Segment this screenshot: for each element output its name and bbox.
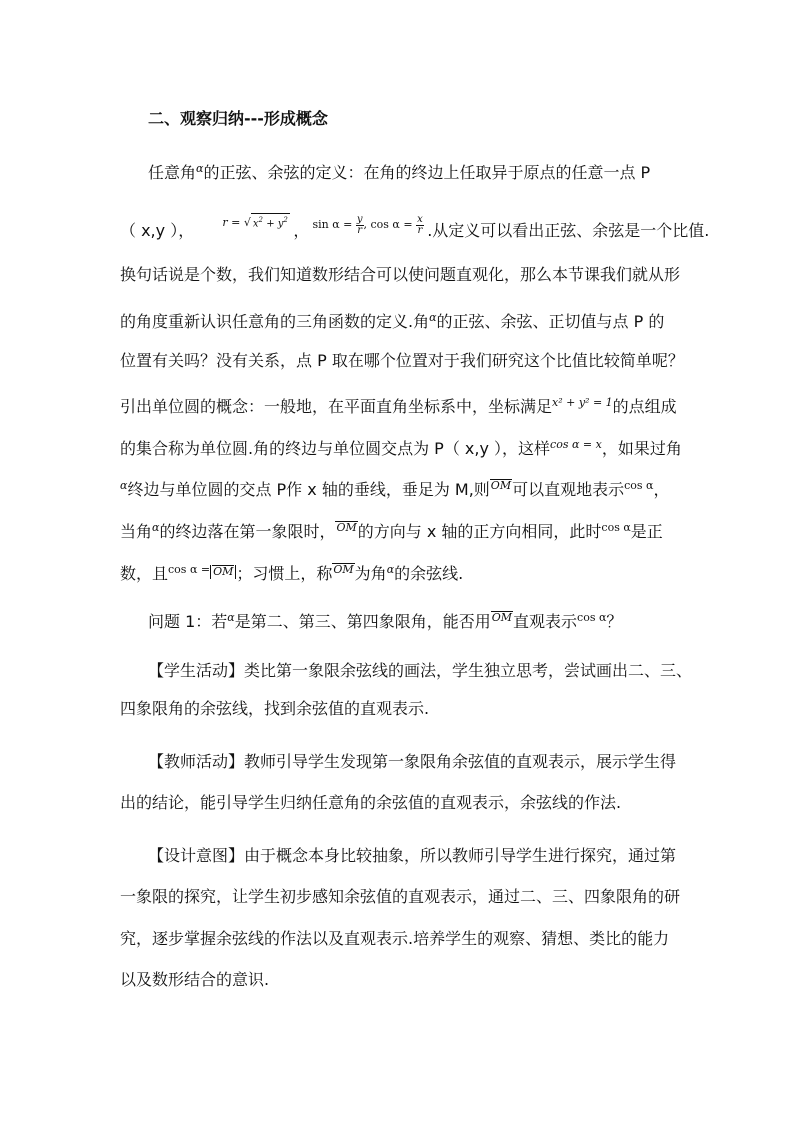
text-span: 问题 1：若 <box>148 612 228 631</box>
paragraph-line <box>120 517 663 543</box>
text-span: 是第二、第三、第四象限角，能否用 <box>234 612 491 631</box>
text-span: 为角 <box>354 564 387 583</box>
text-span: .从定义可以看出正弦、余弦是一个比值. <box>427 221 710 240</box>
sin-cos-formula <box>312 213 427 236</box>
paragraph-line <box>148 158 650 184</box>
text-span: 引出单位圆的概念：一般地，在平面直角坐标系中，坐标满足 <box>120 397 553 416</box>
text-span: （ x,y ）， <box>120 221 195 240</box>
vector-om: OM <box>490 479 512 492</box>
student-activity-line: 【学生活动】类比第一象限余弦线的画法，学生独立思考，尝试画出二、三、 <box>148 661 693 680</box>
question-line <box>148 607 622 633</box>
math-cos-alpha: cos α <box>601 521 631 534</box>
fraction <box>416 215 424 236</box>
math-alpha: α <box>196 162 204 175</box>
text-span: ？ <box>606 612 623 631</box>
sqrt-radicand: $x^2 + y^2$ <box>251 213 290 230</box>
text-span: ，如果过角 <box>601 439 682 458</box>
math-alpha: α <box>152 521 160 534</box>
paragraph-line <box>120 559 463 585</box>
text-span: 任意角 <box>148 163 197 182</box>
math-cos-alpha: cos α <box>577 611 607 624</box>
math-text: sin α = <box>312 218 353 231</box>
text-span: 的集合称为单位圆.角的终边与单位圆交点为 P（ x,y ），这样 <box>120 439 551 458</box>
text-span: ；习惯上，称 <box>236 564 333 583</box>
paragraph-line: 位置有关吗？没有关系，点 P 取在哪个位置对于我们研究这个比值比较简单呢？ <box>120 351 684 370</box>
teacher-activity-line: 【教师活动】教师引导学生发现第一象限角余弦值的直观表示，展示学生得 <box>148 752 677 771</box>
math-cos-alpha: cos α <box>624 479 654 492</box>
math-text: + y <box>266 218 284 229</box>
paragraph-line <box>120 307 664 333</box>
math-text: r = <box>222 216 241 229</box>
paragraph-line <box>120 475 669 501</box>
math-alpha: α <box>227 611 235 624</box>
cos-equals-x: cos α = x <box>550 438 602 451</box>
denominator: r <box>357 224 363 236</box>
text-span: 的点组成 <box>612 397 677 416</box>
unit-circle-equation: x² + y² = 1 <box>552 396 613 409</box>
paragraph-line <box>120 392 677 418</box>
math-alpha: α <box>120 479 128 492</box>
vector-om: OM <box>213 565 234 578</box>
text-span: 直观表示 <box>513 612 578 631</box>
text-span: 终边与单位圆的交点 P作 x 轴的垂线，垂足为 M,则 <box>127 480 490 499</box>
paragraph-line: （ x,y ）， $^{r = √ x^2 + y^2}$ ， $^{sin \alpha = \frac{y}{r} , cos \alpha = \frac{x}{r}}$ .从定义可以看出正弦、余弦是一个比值. <box>120 213 710 240</box>
math-alpha: α <box>429 311 437 324</box>
denominator: r <box>417 224 423 236</box>
design-intent-line: 以及数形结合的意识. <box>120 970 270 989</box>
student-activity-line: 四象限角的余弦线，找到余弦值的直观表示. <box>120 699 430 718</box>
paragraph-line <box>120 434 682 460</box>
text-span: 的正弦、余弦的定义：在角的终边上任取异于原点的任意一点 P <box>203 163 651 182</box>
numerator: y <box>356 213 363 225</box>
text-span: 的正弦、余弦、正切值与点 P 的 <box>436 312 665 331</box>
text-span: 的角度重新认识任意角的三角函数的定义.角 <box>120 312 430 331</box>
text-span: 的余弦线. <box>394 564 464 583</box>
design-intent-line: 究，逐步掌握余弦线的作法以及直观表示.培养学生的观察、猜想、类比的能力 <box>120 929 670 948</box>
vector-om: OM <box>333 563 354 576</box>
math-text: x <box>252 218 259 229</box>
vector-om: OM <box>491 611 513 624</box>
text-span: ， <box>653 480 670 499</box>
text-span: 当角 <box>120 522 153 541</box>
text-span: 的方向与 x 轴的正方向相同，此时 <box>357 522 602 541</box>
text-span: 是正 <box>630 522 663 541</box>
design-intent-line: 一象限的探究，让学生初步感知余弦值的直观表示，通过二、三、四象限角的研 <box>120 887 681 906</box>
absolute-value <box>210 565 236 579</box>
section-heading: 二、观察归纳---形成概念 <box>148 109 328 128</box>
math-alpha: α <box>386 563 395 576</box>
text-span: 可以直观地表示 <box>512 480 625 499</box>
text-span: 的终边落在第一象限时， <box>159 522 336 541</box>
math-text: , cos α = <box>363 218 413 231</box>
teacher-activity-line: 出的结论，能引导学生归纳任意角的余弦值的直观表示，余弦线的作法. <box>120 793 622 812</box>
r-formula: r = √ x2 + y2 <box>222 216 293 229</box>
paragraph-line: 换句话说是个数，我们知道数形结合可以使问题直观化，那么本节课我们就从形 <box>120 265 681 284</box>
numerator: x <box>417 213 423 225</box>
fraction <box>356 215 364 236</box>
design-intent-line: 【设计意图】由于概念本身比较抽象，所以教师引导学生进行探究，通过第 <box>148 846 677 865</box>
vector-om: OM <box>336 521 357 534</box>
text-span: 数，且 <box>120 564 169 583</box>
math-cos-abs: cos α = <box>168 563 211 576</box>
